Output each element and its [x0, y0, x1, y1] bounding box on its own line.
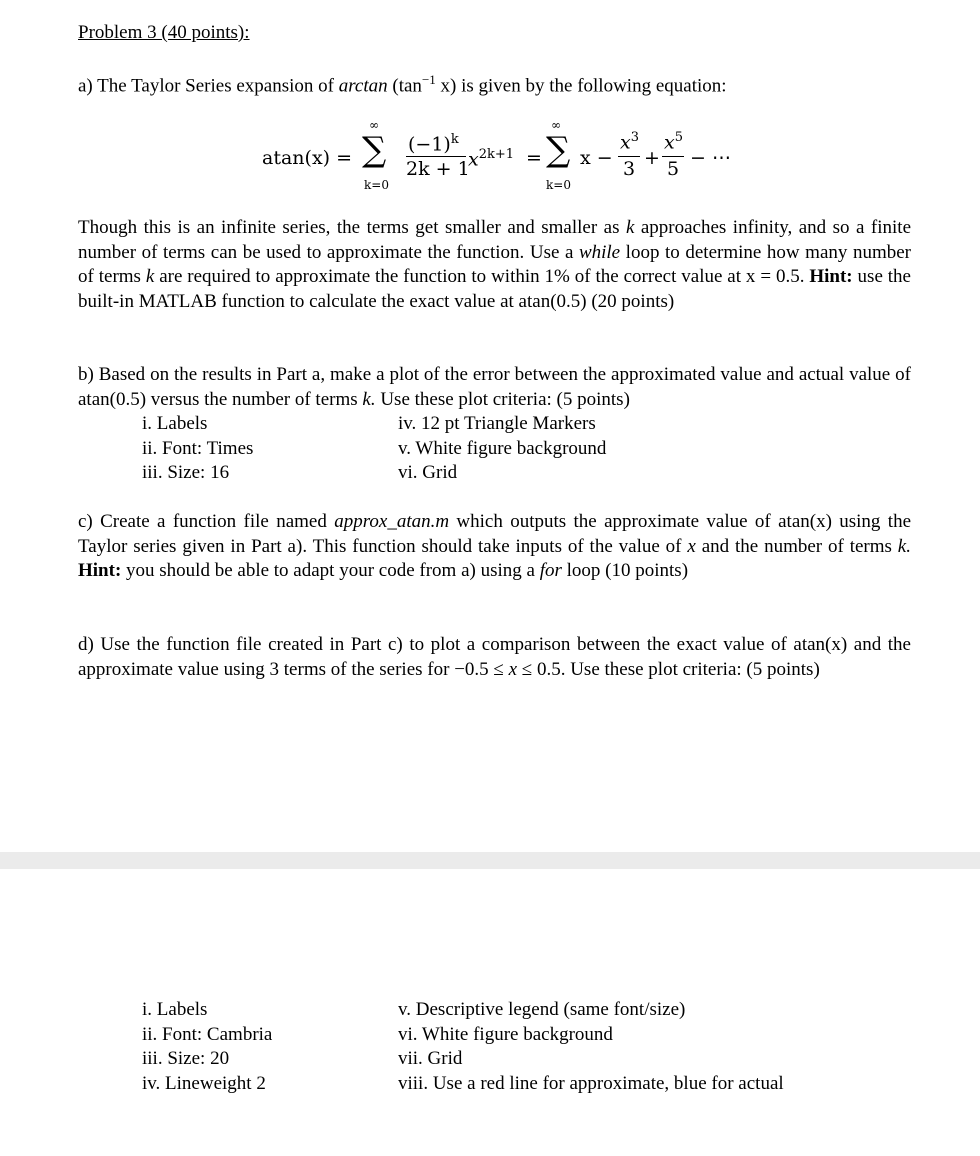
frac-num — [408, 132, 459, 155]
text: for — [539, 560, 562, 581]
part-a-intro — [78, 72, 727, 97]
criterion: vi. White figure background — [398, 1023, 613, 1045]
part-d-text — [78, 633, 911, 682]
text: k. — [897, 535, 911, 557]
fraction-bar — [406, 156, 466, 157]
criterion: iii. Size: 16 — [142, 462, 230, 483]
text: Use these plot criteria: (5 points) — [375, 388, 630, 410]
page-break-divider — [0, 852, 980, 869]
x3 — [620, 130, 639, 153]
text: while — [578, 241, 621, 263]
text: 3 — [630, 130, 639, 145]
text: 2k+1 — [478, 147, 515, 162]
eq-tail: − ⋯ — [690, 147, 731, 169]
text: which outputs the approximate value of atan(x) using the Taylor series given in Part a). This function should take inputs of the value of — [78, 511, 912, 557]
criterion: ii. Font: Cambria — [142, 1023, 273, 1045]
text: 5 — [674, 130, 683, 145]
part-c-text — [78, 510, 911, 584]
text: approx_atan.m — [334, 511, 450, 532]
text: k — [625, 217, 635, 238]
eq-lhs: atan(x) = — [262, 147, 353, 169]
text: and the number of terms — [695, 535, 898, 557]
text: approaches infinity, and so a finite number of terms can be used to approximate the function. Use a — [78, 217, 911, 263]
text: (−1) — [408, 133, 451, 156]
x-power — [468, 147, 514, 170]
criterion: iv. Lineweight 2 — [142, 1072, 266, 1094]
plus: + — [644, 147, 660, 169]
criterion: iv. 12 pt Triangle Markers — [398, 413, 596, 434]
text: Hint: — [809, 266, 853, 287]
criterion: v. Descriptive legend (same font/size) — [398, 999, 686, 1020]
text: x) is given by the following equation: — [435, 75, 727, 97]
den5: 5 — [667, 158, 680, 180]
text: x — [664, 131, 675, 154]
text: k. — [362, 388, 376, 410]
text: k — [450, 132, 459, 147]
criterion: vi. Grid — [398, 462, 458, 483]
frac-den: 2k + 1 — [406, 158, 470, 180]
criterion: viii. Use a red line for approximate, blue for actual — [398, 1072, 784, 1094]
criterion: v. White figure background — [398, 437, 607, 459]
text: you should be able to adapt your code from a) using a — [121, 560, 540, 581]
text: Though this is an infinite series, the terms get smaller and smaller as — [78, 217, 626, 238]
text: b) Based on the results in Part a, make a plot of the error between the approximated value and actual value of atan(0.5) versus the number of terms — [78, 364, 911, 410]
sum-lower: k=0 — [364, 178, 389, 192]
text: x — [468, 148, 479, 171]
part-a-text — [78, 216, 911, 314]
text: x — [687, 535, 696, 557]
criterion: vii. Grid — [398, 1048, 463, 1069]
text: Hint: — [78, 560, 122, 581]
sigma-icon: ∑ — [546, 130, 571, 170]
text: d) Use the function file created in Part c) to plot a comparison between the exact value of atan(x) and the approximate value using 3 terms of the series for −0.5 ≤ — [78, 634, 911, 680]
text: x — [620, 131, 631, 154]
part-b-criteria-right — [398, 412, 606, 486]
x5 — [664, 130, 683, 153]
text: c) Create a function file named — [78, 511, 335, 532]
part-d-criteria-right — [398, 998, 784, 1096]
text: loop to determine how many number of terms — [78, 241, 911, 287]
den3: 3 — [623, 158, 636, 180]
criterion: ii. Font: Times — [142, 437, 254, 459]
text: x — [508, 658, 518, 680]
text: loop (10 points) — [561, 560, 689, 581]
text: −1 — [421, 72, 436, 87]
fraction-bar — [662, 156, 684, 157]
problem-title: Problem 3 (40 points): — [78, 22, 250, 43]
text: arctan — [338, 75, 388, 97]
criterion: i. Labels — [142, 413, 208, 434]
sum-upper: ∞ — [369, 118, 379, 132]
sigma-icon: ∑ — [362, 130, 387, 170]
text: ≤ 0.5. Use these plot criteria: (5 points) — [517, 658, 820, 680]
eq-x: x − — [580, 147, 613, 169]
equals: = — [526, 147, 542, 169]
criterion: iii. Size: 20 — [142, 1048, 230, 1069]
sum-upper: ∞ — [551, 118, 561, 132]
criterion: i. Labels — [142, 999, 208, 1020]
text: k — [145, 266, 155, 287]
text: (tan — [387, 75, 422, 97]
text: are required to approximate the function to within 1% of the correct value at x = 0.5. — [154, 266, 810, 287]
part-b-criteria-left — [142, 412, 253, 486]
sum-lower: k=0 — [546, 178, 571, 192]
text: use the built-in MATLAB function to calculate the exact value at atan(0.5) (20 points) — [78, 266, 911, 312]
text: a) The Taylor Series expansion of — [78, 75, 339, 97]
part-d-criteria-left — [142, 998, 272, 1096]
fraction-bar — [618, 156, 640, 157]
part-b-text — [78, 363, 911, 412]
